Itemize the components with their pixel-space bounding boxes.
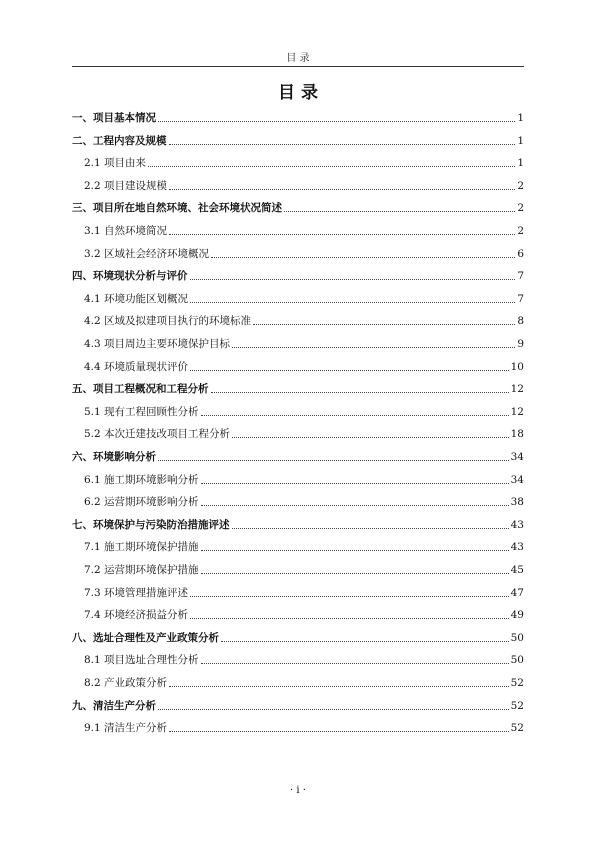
toc-entry-label: 7.3 环境管理措施评述: [84, 586, 189, 599]
toc-entry-label: 6.1 施工期环境影响分析: [84, 473, 199, 486]
toc-entry-page: 1: [517, 157, 524, 170]
toc-entry-page: 7: [517, 292, 524, 305]
toc-dot-leader: [190, 596, 509, 597]
toc-dot-leader: [232, 437, 509, 438]
toc-entry[interactable]: [72, 425, 524, 441]
toc-entry-page: 45: [510, 564, 524, 576]
toc-entry-page: 52: [510, 722, 524, 735]
header-rule: [72, 66, 524, 67]
toc-dot-leader: [232, 528, 509, 529]
toc-dot-leader: [211, 257, 515, 258]
toc-entry-page: 47: [510, 586, 524, 599]
toc-dot-leader: [221, 641, 509, 642]
toc-entry[interactable]: [72, 471, 524, 487]
toc-entry[interactable]: [72, 132, 524, 148]
toc-entry[interactable]: [72, 448, 524, 464]
toc-entry[interactable]: [72, 222, 524, 238]
toc-dot-leader: [158, 121, 515, 122]
toc-entry-page: 7: [517, 270, 524, 283]
toc-entry[interactable]: [72, 629, 524, 645]
toc-dot-leader: [201, 415, 509, 416]
toc-entry-page: 6: [517, 247, 524, 260]
toc-entry-page: 1: [517, 112, 524, 124]
toc-entry-page: 38: [510, 496, 524, 509]
toc-entry[interactable]: [72, 719, 524, 735]
toc-entry[interactable]: [72, 403, 524, 419]
toc-entry-label: 4.1 环境功能区划概况: [84, 292, 189, 305]
toc-dot-leader: [201, 505, 509, 506]
toc-dot-leader: [190, 302, 515, 303]
toc-dot-leader: [190, 618, 509, 619]
toc-entry[interactable]: [72, 199, 524, 215]
toc-entry-label: 2.2 项目建设规模: [84, 179, 168, 192]
page-title: 目 录: [278, 83, 318, 103]
toc-entry[interactable]: [72, 584, 524, 600]
toc-entry[interactable]: [72, 493, 524, 509]
toc-dot-leader: [169, 731, 509, 732]
toc-dot-leader: [201, 483, 509, 484]
toc-entry[interactable]: [72, 290, 524, 306]
toc-entry-label: 6.2 运营期环境影响分析: [84, 496, 199, 509]
toc-entry-label: 五、项目工程概况和工程分析: [72, 383, 209, 396]
toc-entry-page: 12: [510, 405, 524, 418]
toc-entry-page: 18: [510, 428, 524, 441]
toc-entry-label: 8.1 项目选址合理性分析: [84, 654, 199, 667]
toc-entry-label: 六、环境影响分析: [72, 451, 156, 463]
toc-entry-label: 4.3 项目周边主要环境保护目标: [84, 338, 231, 350]
running-header: 目 录: [286, 53, 310, 64]
toc-entry[interactable]: [72, 538, 524, 554]
toc-entry[interactable]: [72, 516, 524, 532]
toc-entry[interactable]: [72, 335, 524, 351]
page-number: · i ·: [290, 785, 306, 796]
toc-entry-page: 1: [517, 134, 524, 147]
toc-entry[interactable]: [72, 380, 524, 396]
toc-dot-leader: [169, 234, 515, 235]
toc-entry-page: 50: [510, 654, 524, 667]
toc-dot-leader: [158, 709, 509, 710]
toc-entry-label: 二、工程内容及规模: [72, 134, 167, 147]
toc-entry-label: 4.2 区域及拟建项目执行的环境标准: [84, 315, 252, 328]
toc-entry-label: 5.2 本次迁建技改项目工程分析: [84, 428, 231, 441]
toc-entry-label: 一、项目基本情况: [72, 112, 156, 124]
toc-entry[interactable]: [72, 606, 524, 622]
toc-entry-page: 52: [510, 699, 524, 712]
toc-dot-leader: [169, 189, 515, 190]
toc-dot-leader: [284, 211, 515, 212]
toc-entry-label: 2.1 项目由来: [84, 157, 147, 170]
toc-entry-label: 三、项目所在地自然环境、社会环境状况简述: [72, 202, 282, 215]
toc-entry-label: 9.1 清洁生产分析: [84, 722, 168, 735]
toc-entry[interactable]: [72, 109, 524, 125]
toc-dot-leader: [158, 460, 509, 461]
toc-dot-leader: [201, 663, 509, 664]
toc-entry-page: 8: [517, 315, 524, 328]
toc-entry-label: 7.1 施工期环境保护措施: [84, 541, 199, 554]
toc-entry[interactable]: [72, 245, 524, 261]
toc-entry-label: 七、环境保护与污染防治措施评述: [72, 518, 230, 531]
toc-dot-leader: [253, 324, 515, 325]
toc-dot-leader: [201, 550, 509, 551]
toc-entry-page: 2: [517, 202, 524, 215]
toc-entry-page: 34: [510, 473, 524, 486]
toc-entry-label: 8.2 产业政策分析: [84, 677, 168, 689]
toc-entry[interactable]: [72, 674, 524, 690]
toc-dot-leader: [211, 392, 509, 393]
toc-dot-leader: [169, 144, 516, 145]
toc-dot-leader: [201, 573, 509, 574]
toc-dot-leader: [190, 279, 516, 280]
toc-entry[interactable]: [72, 561, 524, 577]
toc-dot-leader: [169, 686, 509, 687]
toc-entry-label: 5.1 现有工程回顾性分析: [84, 405, 199, 418]
toc-entry-page: 43: [510, 518, 524, 531]
toc-entry-label: 四、环境现状分析与评价: [72, 270, 188, 283]
toc-entry[interactable]: [72, 697, 524, 713]
toc-entry-page: 49: [510, 609, 524, 622]
toc-entry[interactable]: [72, 358, 524, 374]
toc-entry[interactable]: [72, 177, 524, 193]
toc-entry-label: 八、选址合理性及产业政策分析: [72, 631, 219, 644]
toc-entry[interactable]: [72, 267, 524, 283]
toc-entry-page: 10: [510, 360, 524, 373]
toc-entry-label: 3.1 自然环境简况: [84, 225, 168, 237]
toc-entry-page: 52: [510, 677, 524, 689]
toc-entry-page: 43: [510, 541, 524, 554]
toc-entry-page: 50: [510, 631, 524, 644]
toc-entry[interactable]: [72, 154, 524, 170]
toc-entry[interactable]: [72, 312, 524, 328]
toc-dot-leader: [232, 347, 515, 348]
toc-entry-label: 4.4 环境质量现状评价: [84, 360, 189, 373]
toc-entry-page: 12: [510, 383, 524, 396]
toc-entry-page: 2: [517, 225, 524, 237]
toc-entry-page: 9: [517, 338, 524, 350]
toc-entry[interactable]: [72, 651, 524, 667]
toc-dot-leader: [190, 370, 509, 371]
toc-entry-label: 7.4 环境经济损益分析: [84, 609, 189, 622]
toc-entry-label: 九、清洁生产分析: [72, 699, 156, 712]
toc-entry-page: 34: [510, 451, 524, 463]
toc-entry-label: 7.2 运营期环境保护措施: [84, 564, 199, 576]
toc-dot-leader: [148, 166, 515, 167]
toc-entry-label: 3.2 区域社会经济环境概况: [84, 247, 210, 260]
toc-entry-page: 2: [517, 179, 524, 192]
